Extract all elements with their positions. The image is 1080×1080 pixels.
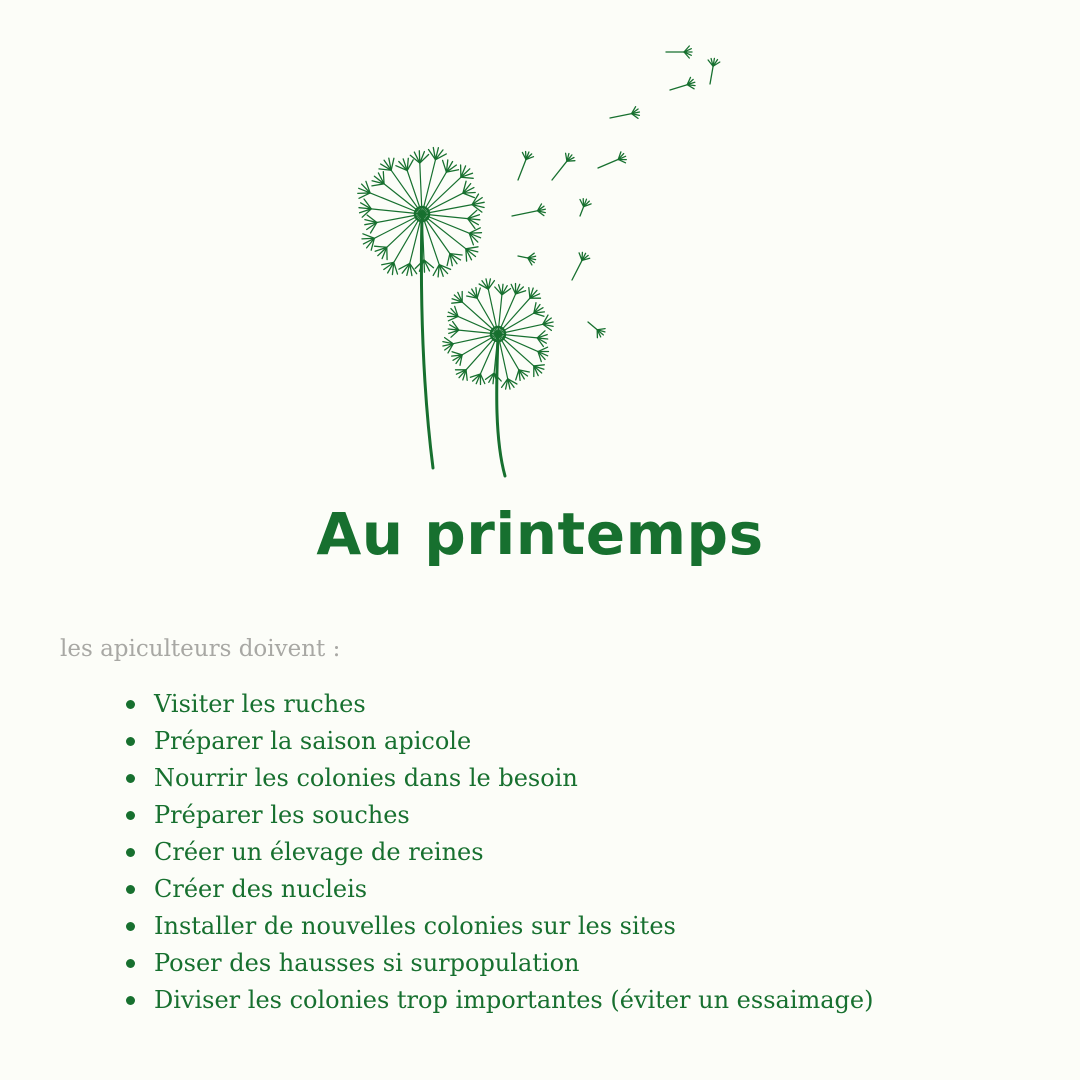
flying-seed xyxy=(670,85,687,90)
list-item xyxy=(126,723,873,760)
flying-seed xyxy=(610,114,632,118)
bullet-icon xyxy=(126,848,135,857)
seed-tuft xyxy=(463,193,474,197)
bullet-icon xyxy=(126,959,135,968)
flying-seed xyxy=(518,160,526,181)
intro-text: les apiculteurs doivent : xyxy=(60,636,341,662)
seed-tuft xyxy=(391,158,394,170)
dandelion-icon xyxy=(340,40,740,480)
list-item xyxy=(126,686,873,723)
task-list xyxy=(126,686,873,1019)
small-dandelion-stem xyxy=(497,336,505,476)
bullet-icon xyxy=(126,700,135,709)
list-item-text: Créer des nucleis xyxy=(154,875,368,903)
seed-tuft xyxy=(394,262,398,274)
list-item-text: Visiter les ruches xyxy=(154,690,366,718)
flying-seed xyxy=(552,161,567,180)
flying-seed xyxy=(518,256,528,258)
list-item xyxy=(126,945,873,982)
bullet-icon xyxy=(126,996,135,1005)
bullet-icon xyxy=(126,737,135,746)
page-title: Au printemps xyxy=(316,500,764,568)
bullet-icon xyxy=(126,774,135,783)
list-item-text: Poser des hausses si surpopulation xyxy=(154,949,580,977)
bullet-icon xyxy=(126,922,135,931)
seed-tuft xyxy=(516,370,519,380)
bullet-icon xyxy=(126,885,135,894)
seed-tuft xyxy=(567,161,575,162)
seed-tuft xyxy=(463,193,475,194)
list-item-text: Installer de nouvelles colonies sur les sites xyxy=(154,912,676,940)
list-item-text: Nourrir les colonies dans le besoin xyxy=(154,764,578,792)
list-item xyxy=(126,982,873,1019)
flying-seed xyxy=(588,322,597,330)
seed-stalk xyxy=(422,160,436,214)
seed-tuft xyxy=(363,234,374,238)
seed-tuft xyxy=(375,246,387,247)
list-item xyxy=(126,871,873,908)
flying-seed xyxy=(572,260,582,280)
list-item xyxy=(126,908,873,945)
seed-tuft xyxy=(477,288,480,298)
list-item-text: Créer un élevage de reines xyxy=(154,838,484,866)
seed-tuft xyxy=(362,238,374,239)
flying-seeds xyxy=(512,46,720,338)
list-item-text: Diviser les colonies trop importantes (éviter un essaimage) xyxy=(154,986,874,1014)
list-item xyxy=(126,797,873,834)
list-item-text: Préparer la saison apicole xyxy=(154,727,472,755)
dandelion-illustration xyxy=(340,40,740,480)
seed-tuft xyxy=(466,249,467,261)
seed-tuft xyxy=(372,184,384,186)
bullet-icon xyxy=(126,811,135,820)
seed-tuft xyxy=(447,254,450,266)
flying-seed xyxy=(580,207,584,216)
seed-tuft xyxy=(534,313,544,316)
seed-tuft xyxy=(443,160,447,172)
seed-tuft xyxy=(466,247,478,249)
seed-tuft xyxy=(383,172,384,184)
seed-stalk xyxy=(422,214,466,249)
list-item xyxy=(126,760,873,797)
flying-seed xyxy=(512,211,538,216)
seed-tuft xyxy=(452,352,462,355)
list-item xyxy=(126,834,873,871)
flying-seed xyxy=(710,66,713,84)
flying-seed xyxy=(598,159,618,168)
seed-tuft xyxy=(461,177,473,178)
seed-tuft xyxy=(419,151,420,163)
list-item-text: Préparer les souches xyxy=(154,801,410,829)
seed-tuft xyxy=(424,260,425,272)
